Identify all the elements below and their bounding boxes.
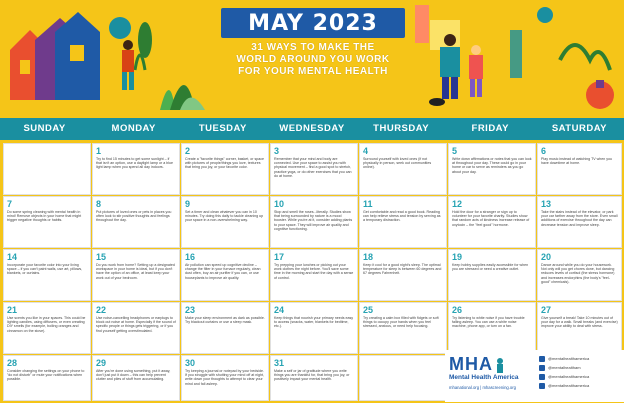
calendar-day-12 [448,196,536,248]
day-number: 8 [96,199,102,209]
day-tip: Stop and smell the roses...literally. Studies show that being surrounded by nature is a mood booster. While you're at it, consider adding plants to your space. They will improve air quality and cognitive functioning. [274,210,353,231]
calendar-day-9 [181,196,269,248]
subtitle-line-3: FOR YOUR MENTAL HEALTH [238,66,388,77]
calendar-day-13 [537,196,622,248]
day-number: 26 [452,305,463,315]
calendar-day-26 [448,302,536,354]
day-tip: Incorporate your favorite color into your living space – if you can't paint walls, use art, pillows, blankets, or curtains. [7,263,83,276]
mha-logo [449,355,529,373]
page-subtitle [216,42,410,78]
day-tip: Give yourself a break! Take 10 minutes out of your day for a walk. Small breaks (and exercise) improve your ability to deal with stress. [541,316,618,329]
weekday-header-row [0,118,624,140]
calendar-day-10 [270,196,358,248]
social-handles [533,350,624,402]
weekday-thursday: THURSDAY [373,123,430,134]
day-tip: Consider changing the settings on your phone to "do not disturb" or mute your notifications when possible. [7,369,85,382]
calendar-day-27 [537,302,622,354]
day-number: 18 [363,252,374,262]
day-number: 19 [452,252,463,262]
weekday-friday: FRIDAY [471,123,510,134]
calendar-day-5 [448,143,536,195]
social-row-linkedin[interactable] [539,381,618,390]
day-number: 14 [7,252,18,262]
day-number: 21 [7,305,18,315]
day-tip: Keep hobby supplies easily accessible for when you are stressed or need a creative outlet. [452,263,529,272]
calendar-day-22 [92,302,180,354]
mha-org-name: Mental Health America [449,374,519,381]
subtitle-line-1: 31 WAYS TO MAKE THE [251,42,375,53]
day-number: 12 [452,199,463,209]
title-banner [221,8,405,38]
subtitle-line-2: WORLD AROUND YOU WORK [236,54,390,65]
calendar-day-19 [448,249,536,301]
empty-day-cell [359,355,447,401]
day-tip: Put pictures of loved ones or pets in places you often look to stir positive thoughts and feelings throughout the day. [96,210,172,223]
day-tip: Make your sleep environment as dark as possible. Try blackout curtains or use a sleep mask. [185,316,265,325]
calendar-day-29 [92,355,180,401]
empty-day-cell [3,143,91,195]
calendar-day-16 [181,249,269,301]
calendar-day-14 [3,249,91,301]
day-tip: Create a "favorite things" corner, basket, or space with pictures of people/things you love, textures that bring you joy, or your favorite color. [185,157,265,170]
day-number: 24 [274,305,285,315]
day-number: 31 [274,358,285,368]
day-tip: Play music instead of watching TV when you have downtime at home. [541,157,613,166]
day-number: 28 [7,358,18,368]
day-tip: Dance around while you do your housework. Not only will you get chores done, but dancing reduces levels of cortisol (the stress hormone) and increases endorphins (the body's "feel-good" chemicals). [541,263,615,284]
calendar-day-25 [359,302,447,354]
day-tip: Keep it cool for a good night's sleep. The optimal temperature for sleep is between 60 degrees and 67 degrees Fahrenheit. [363,263,442,276]
mha-logo-figure-icon [494,357,506,373]
day-number: 22 [96,305,107,315]
social-row-instagram[interactable] [539,372,618,381]
social-row-facebook[interactable] [539,354,618,363]
day-number: 6 [541,146,547,156]
calendar-day-21 [3,302,91,354]
day-number: 17 [274,252,285,262]
calendar-day-4 [359,143,447,195]
day-tip: Try prepping your lunches or picking out your work clothes the night before. You'll save some time in the morning and start the day with a sense of control. [274,263,354,280]
calendar-day-17 [270,249,358,301]
day-tip: Make a self or jar of gratitude where you write things you are thankful for, that bring you joy, or positively impact your mental health. [274,369,350,382]
weekday-saturday: SATURDAY [551,123,608,134]
day-number: 11 [363,199,373,209]
day-tip: Use scents you like in your spaces. This could be lighting candles, using diffusers, or even creating DIY smells (for example, boiling oranges and cinnamon on the stove). [7,316,86,333]
day-tip: Set a timer and clean whatever you can in 10 minutes. Try doing this daily to tackle cleaning up your space in a non-overwhelming way. [185,210,264,223]
day-tip: Try to find 15 minutes to get some sunlight – if that isn't an option, use a daylight lamp or a blue light lamp when you spend all day indoors. [96,157,174,170]
day-number: 3 [274,146,280,156]
calendar-day-2 [181,143,269,195]
day-tip: Do you work from home? Setting up a designated workspace in your home is ideal, but if you don't have the option of an office, at least keep your work out of your bedroom. [96,263,175,280]
day-tip: Write down affirmations or notes that you can look at throughout your day. These could go in your home or car to serve as reminders as you go about your day. [452,157,532,174]
calendar-day-11 [359,196,447,248]
weekday-tuesday: TUESDAY [198,123,247,134]
social-handle: @mentalhealthamerica [548,383,590,388]
day-number: 2 [185,146,191,156]
calendar-day-31 [270,355,358,401]
weekday-monday: MONDAY [111,123,156,134]
day-tip: Get comfortable and read a good book. Reading can help relieve stress and tension by serving as a temporary distraction. [363,210,441,223]
calendar-day-1 [92,143,180,195]
calendar-day-6 [537,143,622,195]
day-number: 16 [185,252,196,262]
day-tip: Use noise-cancelling headphones or earplugs to block out noise at home. Especially if the sound of specific people or things gets triggering, or if you find yourself getting overstimulated. [96,316,176,333]
day-tip: Try listening to white noise if you have trouble falling asleep. You can use a white noise machine, phone app, or turn on a fan. [452,316,525,329]
linkedin-icon [539,383,545,389]
day-tip: Hold the door for a stranger or sign up to volunteer for your favorite charity. Studies show that random acts of kindness increase release of oxytocin – the "feel good" hormone. [452,210,530,227]
social-handle: @mentalhealthamerica [548,374,590,379]
day-tip: Air pollution can speed up cognitive decline – change the filter in your furnace regularly, clean dust often, buy an air purifier if you can, or use houseplants to improve air quality. [185,263,261,280]
day-tip: Keep things that nourish your primary needs easy to access (snacks, water, blankets for bedtime, etc.). [274,316,354,329]
day-number: 5 [452,146,458,156]
day-tip: Take the stairs instead of the elevator, or park your car farther away from the store. Even small additions of exercise throughout the day can decrease tension and improve sleep. [541,210,618,227]
day-tip: Remember that your mind and body are connected. Use your space to assist you with physical movement – find a good spot to stretch, practice yoga, or do other exercises that you can do at home. [274,157,352,178]
weekday-wednesday: WEDNESDAY [279,123,345,134]
calendar-day-3 [270,143,358,195]
page-title: MAY 2023 [248,10,378,36]
calendar-day-28 [3,355,91,401]
day-tip: Do some spring cleaning with mental health in mind! Remove objects in your home that might trigger negative thoughts or habits. [7,210,82,223]
day-number: 10 [274,199,285,209]
calendar-day-8 [92,196,180,248]
day-number: 13 [541,199,552,209]
day-tip: After you're done using something, put it away, don't just put it down – this can help prevent clutter and piles of stuff from accumulating. [96,369,171,382]
calendar-day-24 [270,302,358,354]
calendar-day-20 [537,249,622,301]
day-number: 9 [185,199,191,209]
social-handle: @mentalhealtham [548,365,581,370]
calendar-day-30 [181,355,269,401]
calendar-day-23 [181,302,269,354]
day-number: 30 [185,358,196,368]
social-handle: @mentalhealthamerica [548,356,590,361]
day-number: 15 [96,252,107,262]
day-tip: Surround yourself with loved ones (if not physically in person, seek out communities online). [363,157,432,170]
mha-logo-letters: MHA [449,354,493,374]
weekday-sunday: SUNDAY [23,123,66,134]
calendar-header [0,0,624,118]
day-number: 23 [185,305,196,315]
facebook-icon [539,356,545,362]
day-number: 25 [363,305,374,315]
calendar-day-18 [359,249,447,301]
twitter-icon [539,365,545,371]
day-number: 20 [541,252,552,262]
day-tip: Try keeping a journal or notepad by your bedside. If you struggle with shutting your mind off at night, write down your thoughts to attempt to clear your mind and fall asleep. [185,369,265,386]
mha-logo-block [445,350,533,402]
day-number: 29 [96,358,107,368]
calendar-day-15 [92,249,180,301]
day-number: 1 [96,146,102,156]
day-number: 27 [541,305,552,315]
instagram-icon [539,374,545,380]
day-number: 7 [7,199,13,209]
day-tip: Try creating a calm box filled with fidgets or soft things to occupy your hands when you feel stressed, anxious, or need help focusing. [363,316,439,329]
calendar-day-7 [3,196,91,248]
day-number: 4 [363,146,369,156]
social-row-twitter[interactable] [539,363,618,372]
mha-urls[interactable]: mhanational.org | mhascreening.org [449,385,516,390]
